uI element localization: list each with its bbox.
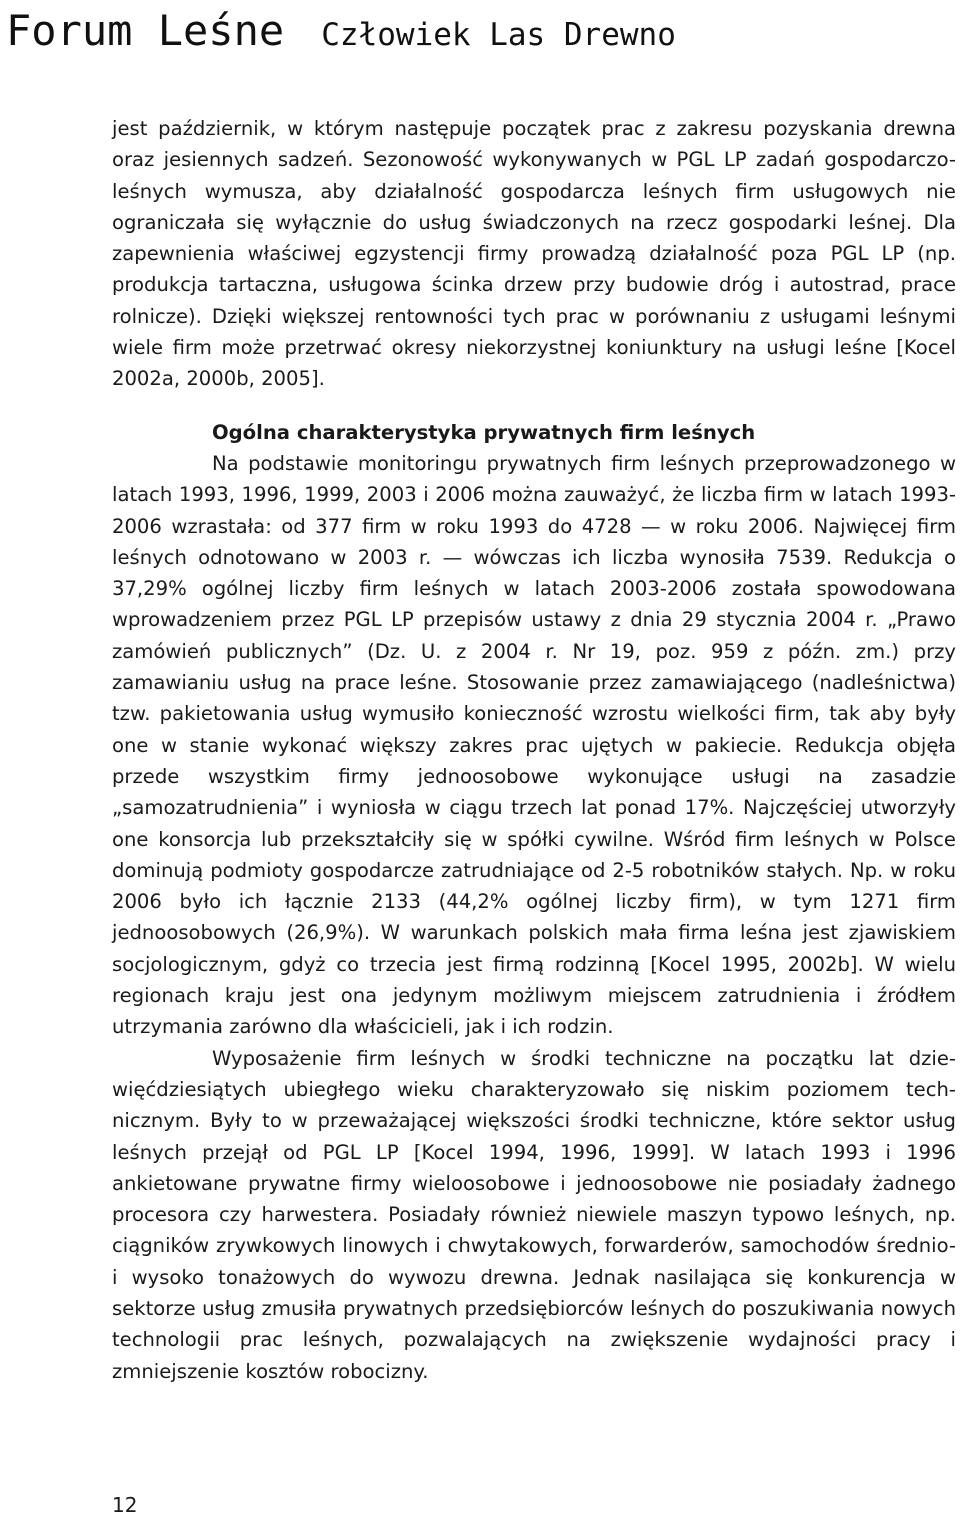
paragraph-1: jest październik, w którym następuje początek prac z zakresu pozyskania drewna oraz jesiennych sadzeń. Sezonowość wykonywanych w PGL LP zadań gospodarczo-leśnych wymusza, aby działalność gospodarcza leśnych firm usługowych nie ograniczała się wyłącznie do usług świadczonych na rzecz gospodarki leśnej. Dla zapewnienia właściwej egzystencji firmy prowadzą działalność poza PGL LP (np. produkcja tartaczna, usługowa ścinka drzew przy budowie dróg i autostrad, prace rolnicze). Dzięki większej rentowności tych prac w porównaniu z usługami leśnymi wiele firm może przetrwać okresy niekorzystnej koniunktury na usługi leśne [Kocel 2002a, 2000b, 2005].: [112, 117, 956, 391]
article-body: [112, 113, 956, 1387]
journal-title: Forum Leśne: [6, 6, 285, 55]
journal-subtitle: Człowiek Las Drewno: [321, 17, 676, 53]
running-header: [6, 6, 676, 55]
page-number: 12: [112, 1493, 138, 1517]
paragraph-3: Wyposażenie firm leśnych w środki techniczne na początku lat dziewięćdziesiątych ubiegłego wieku charakteryzowało się niskim poziomem technicznym. Były to w przeważającej większości środki techniczne, które sektor usług leśnych przejął od PGL LP [Kocel 1994, 1996, 1999]. W latach 1993 i 1996 ankietowane prywatne firmy wieloosobowe i jednoosobowe nie posiadały żadnego procesora czy harwestera. Posiadały również niewiele maszyn typowo leśnych, np. ciągników zrywkowych linowych i chwytakowych, forwarderów, samochodów średnio- i wysoko tonażowych do wywozu drewna. Jednak nasilająca się konkurencja w sektorze usług zmusiła prywatnych przedsiębiorców leśnych do poszukiwania nowych technologii prac leśnych, pozwalających na zwiększenie wydajności pracy i zmniejszenie kosztów robocizny.: [112, 1046, 956, 1383]
paragraph-2: Na podstawie monitoringu prywatnych firm leśnych przeprowadzonego w latach 1993, 1996, 1999, 2003 i 2006 można zauważyć, że liczba firm w latach 1993-2006 wzrastała: od 377 firm w roku 1993 do 4728 — w roku 2006. Najwięcej firm leśnych odnotowano w 2003 r. — wówczas ich liczba wynosiła 7539. Redukcja o 37,29% ogólnej liczby firm leśnych w latach 2003-2006 została spowodowana wprowadzeniem przez PGL LP przepisów ustawy z dnia 29 stycznia 2004 r. „Prawo zamówień publicznych” (Dz. U. z 2004 r. Nr 19, poz. 959 z późn. zm.) przy zamawianiu usług na prace leśne. Stosowanie przez zamawiającego (nadleśnictwa) tzw. pakietowania usług wymusiło konieczność wzrostu wielkości firm, tak aby były one w stanie wykonać większy zakres prac ujętych w pakiecie. Redukcja objęła przede wszystkim firmy jednoosobowe wykonujące usługi na zasadzie „samozatrudnienia” i wyniosła w ciągu trzech lat ponad 17%. Najczęściej utworzyły one konsorcja lub przekształciły się w spółki cywilne. Wśród firm leśnych w Polsce dominują podmioty gospodarcze zatrudniające od 2-5 robotników stałych. Np. w roku 2006 było ich łącznie 2133 (44,2% ogólnej liczby firm), w tym 1271 firm jednoosobowych (26,9%). W warunkach polskich mała firma leśna jest zjawiskiem socjologicznym, gdyż co trzecia jest firmą rodzinną [Kocel 1995, 2002b]. W wielu regionach kraju jest ona jedynym możliwym miejscem zatrudnienia i źródłem utrzymania zarówno dla właścicieli, jak i ich rodzin.: [112, 451, 956, 1039]
section-heading: Ogólna charakterystyka prywatnych firm leśnych: [212, 420, 756, 444]
